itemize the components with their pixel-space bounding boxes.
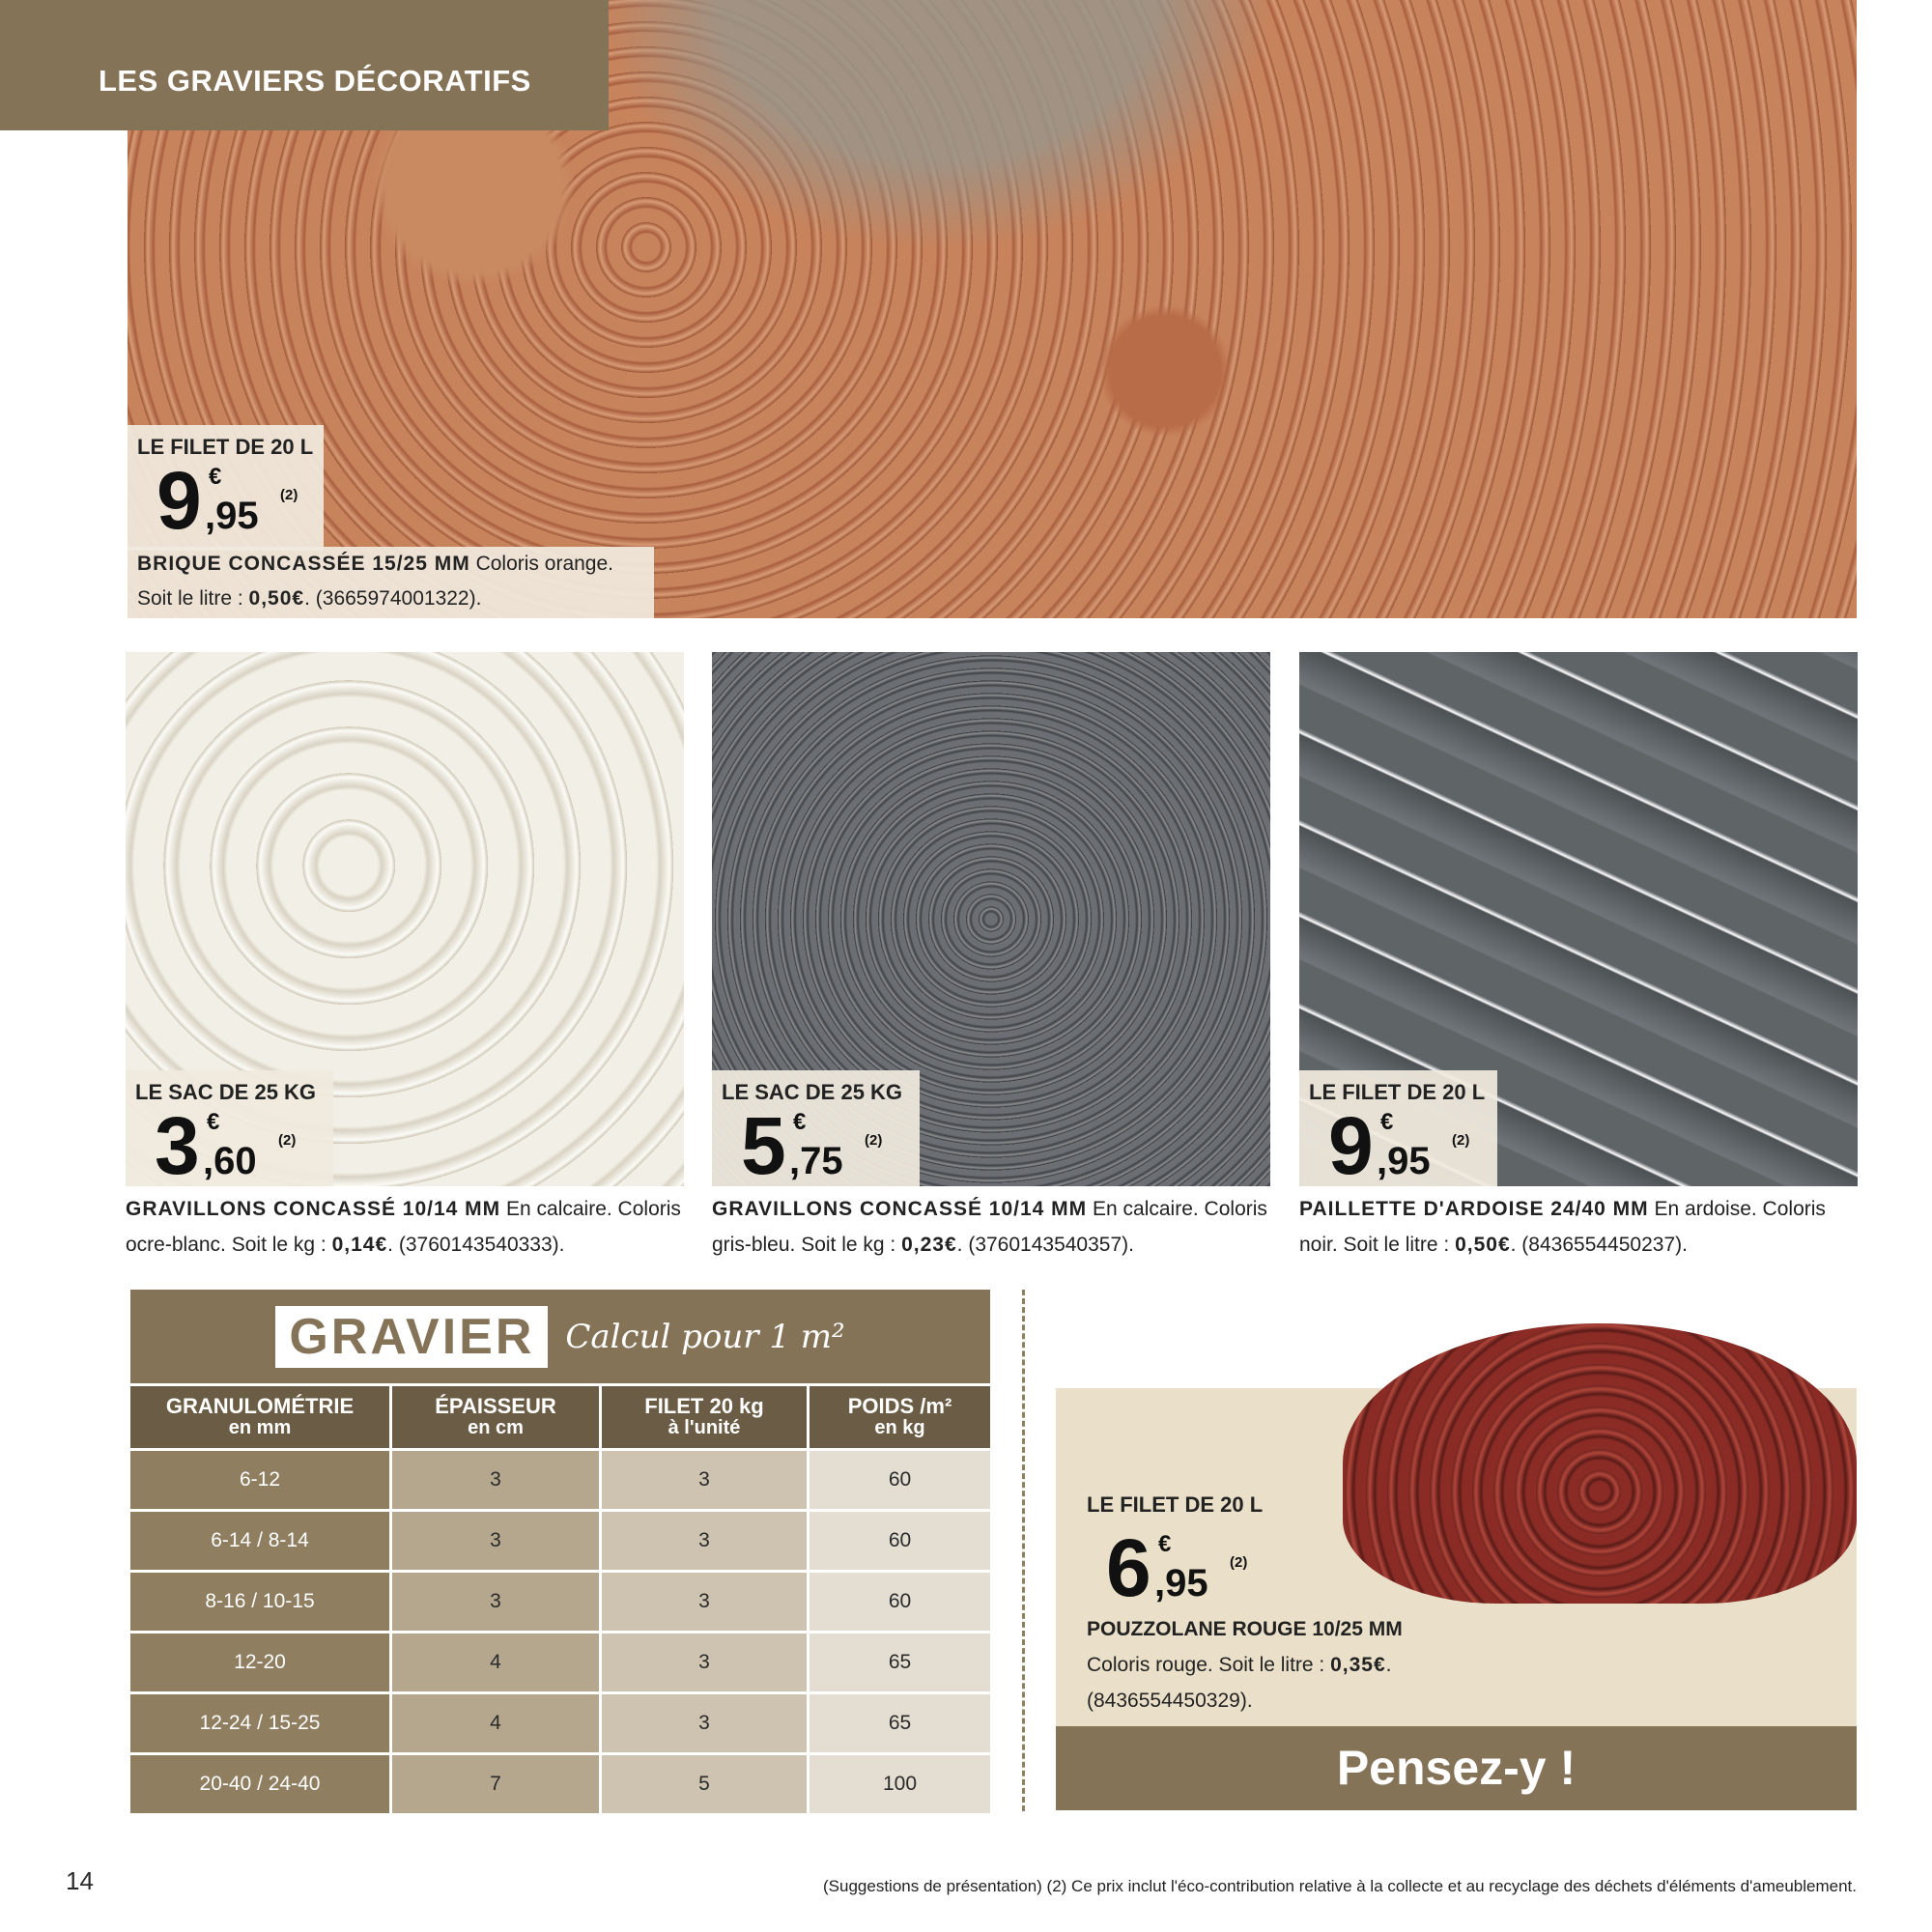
product-name: GRAVILLONS CONCASSÉ 10/14 MM <box>126 1198 501 1220</box>
table-cell: 60 <box>810 1512 990 1570</box>
table-cell: 12-20 <box>130 1634 389 1691</box>
table-cell: 60 <box>810 1573 990 1631</box>
table-cell: 3 <box>602 1694 807 1752</box>
table-cell: 60 <box>810 1451 990 1509</box>
currency: € <box>209 464 222 490</box>
product-desc-brique <box>128 547 654 618</box>
table-cell: 3 <box>602 1573 807 1631</box>
header-unit: en mm <box>228 1417 292 1438</box>
product-name: PAILLETTE D'ARDOISE 24/40 MM <box>1299 1198 1649 1220</box>
table-cell: 65 <box>810 1634 990 1691</box>
table-header-row <box>130 1386 990 1448</box>
table-cell: 100 <box>810 1755 990 1813</box>
header-unit: en cm <box>468 1417 524 1438</box>
page-number: 14 <box>66 1866 94 1895</box>
table-cell: 65 <box>810 1694 990 1752</box>
header-unit: à l'unité <box>668 1417 741 1438</box>
table-row <box>130 1694 990 1752</box>
table-subtitle: Calcul pour 1 m² <box>565 1317 845 1356</box>
price <box>137 455 314 547</box>
table-cell: 12-24 / 15-25 <box>130 1694 389 1752</box>
table-title: GRAVIER <box>275 1306 548 1368</box>
product-name: GRAVILLONS CONCASSÉ 10/14 MM <box>712 1198 1088 1220</box>
table-row <box>130 1451 990 1509</box>
price-tag-calcaire-blanc <box>126 1070 333 1191</box>
product-desc-calcaire-blanc <box>126 1191 691 1263</box>
section-title: LES GRAVIERS DÉCORATIFS <box>0 0 609 130</box>
table-cell: 4 <box>392 1634 599 1691</box>
price-dec: ,95 <box>1377 1140 1431 1182</box>
price-note: (2) <box>865 1132 883 1149</box>
price-int: 9 <box>1328 1100 1374 1191</box>
unit-label: LE SAC DE 25 KG <box>135 1080 317 1104</box>
product-text: En calcaire. Coloris ocre-blanc. Soit le kg : <box>126 1198 681 1256</box>
price-note: (2) <box>280 487 298 503</box>
footnote: (Suggestions de présentation) (2) Ce prix inclut l'éco-contribution relative à la collecte et au recyclage des déchets d'éléments d'ameublement. <box>823 1877 1857 1895</box>
product-code: . (3665974001322). <box>304 587 482 610</box>
unit-price: 0,35€ <box>1330 1654 1386 1676</box>
product-name: POUZZOLANE ROUGE 10/25 MM <box>1087 1618 1403 1640</box>
gravier-table <box>130 1290 990 1813</box>
price-int: 6 <box>1106 1522 1151 1613</box>
currency: € <box>1380 1109 1394 1135</box>
price-tag-ardoise <box>1299 1070 1497 1191</box>
price <box>722 1100 910 1192</box>
currency: € <box>1158 1531 1172 1557</box>
price-tag-brique <box>128 425 324 551</box>
unit-price: 0,14€ <box>331 1234 388 1256</box>
product-text: En calcaire. Coloris gris-bleu. Soit le kg : <box>712 1198 1267 1256</box>
unit-price: 0,23€ <box>901 1234 957 1256</box>
product-name: BRIQUE CONCASSÉE 15/25 MM <box>137 553 470 575</box>
product-desc-pouzzolane <box>1087 1611 1473 1719</box>
table-cell: 3 <box>602 1451 807 1509</box>
table-cell: 3 <box>392 1512 599 1570</box>
header-cell <box>130 1386 389 1448</box>
price <box>135 1100 324 1192</box>
price-note: (2) <box>1452 1132 1470 1149</box>
unit-price: 0,50€ <box>1455 1234 1511 1256</box>
product-desc-ardoise <box>1299 1191 1864 1263</box>
price-dec: ,95 <box>1154 1562 1208 1605</box>
price-note: (2) <box>278 1132 297 1149</box>
table-cell: 5 <box>602 1755 807 1813</box>
product-image-pouzzolane <box>1343 1323 1857 1604</box>
price <box>1309 1100 1488 1192</box>
unit-label: LE FILET DE 20 L <box>1309 1080 1486 1104</box>
product-text: En ardoise. Coloris noir. Soit le litre : <box>1299 1198 1826 1256</box>
table-cell: 4 <box>392 1694 599 1752</box>
dashed-divider <box>1022 1290 1025 1811</box>
price-dec: ,95 <box>205 495 259 537</box>
table-cell: 3 <box>602 1512 807 1570</box>
table-row <box>130 1755 990 1813</box>
price-dec: ,60 <box>203 1140 257 1182</box>
header-cell <box>810 1386 990 1448</box>
product-code: . (3760143540333). <box>387 1234 565 1256</box>
price-tag-gris-bleu <box>712 1070 920 1191</box>
unit-price: 0,50€ <box>248 587 305 610</box>
price <box>1087 1522 1338 1614</box>
table-title-band <box>130 1290 990 1383</box>
header-label: ÉPAISSEUR <box>435 1394 556 1418</box>
table-cell: 3 <box>392 1451 599 1509</box>
table-cell: 6-12 <box>130 1451 389 1509</box>
table-row <box>130 1573 990 1631</box>
price-int: 9 <box>156 455 202 546</box>
unit-label: LE SAC DE 25 KG <box>722 1080 903 1104</box>
product-text: Coloris rouge. Soit le litre : <box>1087 1654 1331 1676</box>
unit-label: LE FILET DE 20 L <box>1087 1492 1264 1517</box>
header-label: FILET 20 kg <box>644 1394 764 1418</box>
product-desc-gris-bleu <box>712 1191 1277 1263</box>
table-cell: 6-14 / 8-14 <box>130 1512 389 1570</box>
header-label: POIDS /m² <box>847 1394 952 1418</box>
product-code: . (8436554450329). <box>1087 1654 1392 1712</box>
price-int: 3 <box>155 1100 200 1191</box>
header-cell <box>602 1386 807 1448</box>
table-cell: 3 <box>602 1634 807 1691</box>
product-text: Coloris orange. Soit le litre : <box>137 553 613 610</box>
header-cell <box>392 1386 599 1448</box>
price-int: 5 <box>741 1100 786 1191</box>
currency: € <box>793 1109 807 1135</box>
price-dec: ,75 <box>789 1140 843 1182</box>
header-label: GRANULOMÉTRIE <box>165 1394 355 1418</box>
grass-decoration <box>599 0 1275 251</box>
unit-label: LE FILET DE 20 L <box>137 435 314 459</box>
price-note: (2) <box>1230 1554 1248 1571</box>
pensez-y-banner: Pensez-y ! <box>1056 1726 1857 1810</box>
table-row <box>130 1512 990 1570</box>
price-tag-pouzzolane <box>1087 1492 1338 1614</box>
table-cell: 3 <box>392 1573 599 1631</box>
product-code: . (3760143540357). <box>956 1234 1134 1256</box>
table-cell: 20-40 / 24-40 <box>130 1755 389 1813</box>
table-row <box>130 1634 990 1691</box>
product-code: . (8436554450237). <box>1510 1234 1688 1256</box>
currency: € <box>207 1109 220 1135</box>
header-unit: en kg <box>874 1417 925 1438</box>
table-cell: 7 <box>392 1755 599 1813</box>
table-cell: 8-16 / 10-15 <box>130 1573 389 1631</box>
